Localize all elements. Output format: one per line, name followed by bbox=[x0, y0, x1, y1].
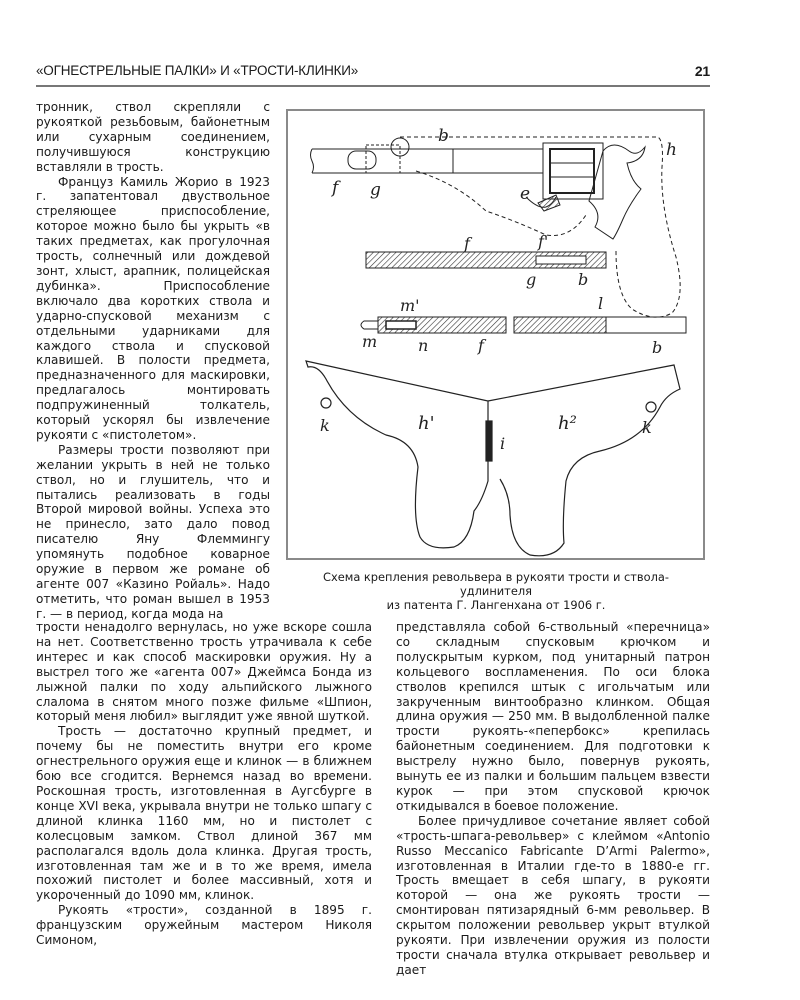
label-e: e bbox=[520, 184, 531, 204]
label-k: k bbox=[642, 418, 652, 437]
paragraph: Француз Камиль Жорио в 1923 г. запатентовал двуствольное стреляющее приспособление, которое можно было бы укрыть «в таких предметах, как прогулочная трость, солнечный или дождевой зонт, хлыст, арапник, полицейская дубинка». Приспособление включало два коротких ствола и ударно-спусковой механизм с отдельными ударниками для каждого ствола и спусковой клавишей. В полости предмета, предназначенного для маскировки, предлагалось монтировать подпружиненный толкатель, который ускорял бы извлечение рукояти с «пистолетом». bbox=[36, 174, 270, 442]
label-l: l bbox=[598, 294, 604, 313]
label-b: b bbox=[578, 270, 589, 289]
caption-line: Схема крепления револьвера в рукояти трости и ствола-удлинителя bbox=[323, 570, 669, 598]
paragraph: представляла собой 6-ствольный «перечница» со складным спусковым крючком и полускрытым курком, под унитарный патрон кольцевого воспламенения. По оси блока стволов крепился штык с игольчатым или закрученным винтообразно клинком. Общая длина оружия — 250 мм. В выдолбленной палке трости рукоять-«пепербокс» крепилась байонетным соединением. Для подготовки к выстрелу нужно было, повернув рукоять, вынуть ее из палки и большим пальцем взвести курок — при этом спусковой крючок откидывался в боевое положение. bbox=[396, 620, 710, 813]
running-head bbox=[36, 63, 710, 78]
left-column bbox=[36, 100, 270, 622]
paragraph: Рукоять «трости», созданной в 1895 г. французским оружейным мастером Николя Симоном, bbox=[36, 903, 372, 948]
figure-caption bbox=[290, 570, 702, 612]
label-h-prime: h' bbox=[418, 413, 435, 434]
patent-figure bbox=[286, 109, 705, 560]
label-g: g bbox=[370, 180, 381, 200]
paragraph: тронник, ствол скрепляли с рукояткой резьбовым, байонетным или сухарным соединением, получившуюся конструкцию вставляли в трость. bbox=[36, 100, 270, 174]
page-number: 21 bbox=[694, 63, 710, 79]
label-b: b bbox=[438, 126, 449, 146]
grip-halves-drawing bbox=[306, 361, 680, 556]
barrel-section-drawing bbox=[366, 232, 606, 289]
label-f: f bbox=[332, 178, 339, 198]
label-n: n bbox=[418, 336, 429, 355]
label-i: i bbox=[500, 434, 506, 453]
label-f: f bbox=[464, 234, 470, 253]
label-g: g bbox=[526, 270, 537, 289]
paragraph: Трость — достаточно крупный предмет, и почему бы не поместить внутри его кроме огнестрельного оружия еще и клинок — в ближнем бою все сгодится. Вернемся назад во времени. Роскошная трость, изготовленная в Аугсбурге в конце XVI века, укрывала внутри не только шпагу с длиной клинка 1160 мм, но и пистолет с колесцовым замком. Ствол длиной 367 мм располагался вдоль дола клинка. Другая трость, изготовленная там же и в то же время, имела похожий пистолет и более массивный, хотя и укороченный до 1090 мм, клинок. bbox=[36, 724, 372, 903]
label-f: f bbox=[478, 336, 484, 355]
revolver-drawing bbox=[311, 126, 681, 317]
paragraph: трости ненадолго вернулась, но уже вскоре сошла на нет. Соответственно трость утрачивала к себе интерес и как способ маскировки оружия. Ну а выстрел того же «агента 007» Джеймса Бонда из лыжной палки по ходу альпийского лыжного слалома в снятом много позже фильме «Шпион, который меня любил» выглядит уже явной шуткой. bbox=[36, 620, 372, 724]
bottom-right-column bbox=[396, 620, 710, 978]
label-m-prime: m' bbox=[400, 296, 420, 315]
label-b: b bbox=[652, 338, 663, 357]
caption-line: из патента Г. Лангенхана от 1906 г. bbox=[386, 598, 606, 612]
label-m: m bbox=[362, 332, 378, 351]
label-h2: h² bbox=[558, 413, 577, 434]
label-h: h bbox=[666, 140, 677, 160]
bottom-left-column bbox=[36, 620, 372, 948]
patent-drawing bbox=[288, 111, 703, 558]
paragraph: Более причудливое сочетание являет собой «трость-шпага-револьвер» с клеймом «Antonio Russo Meccanico Fabricante D’Armi Palermo», изготовленная в Италии где-то в 1880-е гг. Трость вмещает в себя шпагу, в рукояти которой — она же рукоять трости — смонтирован пятизарядный 6-мм револьвер. В скрытом положении револьвер укрыт втулкой рукояти. При извлечении оружия из полости трости сначала втулка открывает револьвер и дает bbox=[396, 813, 710, 977]
cane-tube-drawing bbox=[361, 294, 686, 357]
label-f-prime: f' bbox=[538, 232, 549, 251]
paragraph: Размеры трости позволяют при желании укрыть в ней не только ствол, но и глушитель, что и пытались реализовать в годы Второй мировой войны. Успеха это не принесло, зато дало повод писателю Яну Флеммингу упомянуть подобное коварное оружие в первом же романе об агенте 007 «Казино Ройаль». Надо отметить, что роман вышел в 1953 г. — в период, когда мода на bbox=[36, 442, 270, 621]
label-k: k bbox=[320, 416, 330, 435]
header-rule bbox=[36, 85, 710, 87]
running-title: «ОГНЕСТРЕЛЬНЫЕ ПАЛКИ» И «ТРОСТИ-КЛИНКИ» bbox=[36, 63, 359, 78]
